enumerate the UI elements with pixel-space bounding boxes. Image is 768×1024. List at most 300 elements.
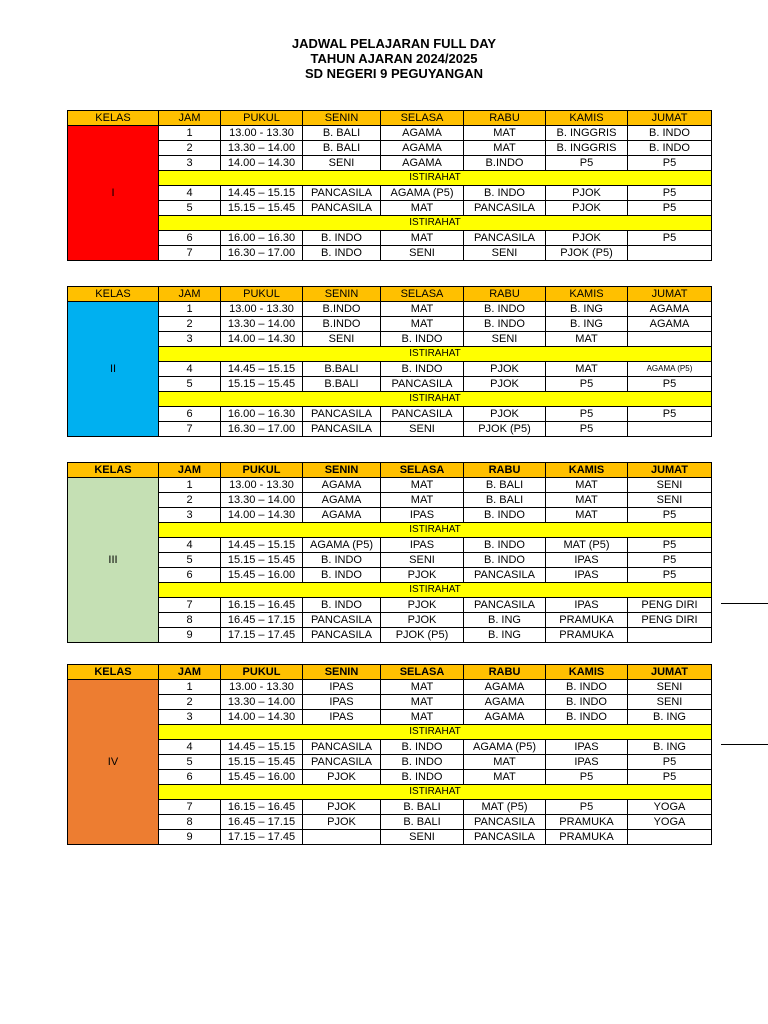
istirahat-row (68, 171, 712, 186)
rabu-cell: B. INDO (464, 317, 546, 332)
table-row (68, 422, 712, 437)
jumat-cell: B. INDO (628, 126, 712, 141)
header-rabu: RABU (464, 111, 546, 126)
senin-cell: B.BALI (303, 362, 381, 377)
senin-cell: PANCASILA (303, 422, 381, 437)
rabu-cell: B. BALI (464, 493, 546, 508)
senin-cell: IPAS (303, 695, 381, 710)
header-jam: JAM (159, 111, 221, 126)
istirahat-row (68, 523, 712, 538)
rabu-cell: PANCASILA (464, 598, 546, 613)
pukul-cell: 14.00 – 14.30 (221, 332, 303, 347)
jam-cell: 7 (159, 800, 221, 815)
selasa-cell: PANCASILA (381, 377, 464, 392)
selasa-cell: B. BALI (381, 800, 464, 815)
selasa-cell: MAT (381, 317, 464, 332)
istirahat-row (68, 725, 712, 740)
table-row (68, 613, 712, 628)
table-row (68, 231, 712, 246)
table-row (68, 815, 712, 830)
jumat-cell: SENI (628, 478, 712, 493)
istirahat-label: ISTIRAHAT (159, 392, 712, 407)
jumat-cell: AGAMA (P5) (628, 362, 712, 377)
kamis-cell: PRAMUKA (546, 830, 628, 845)
istirahat-label: ISTIRAHAT (159, 347, 712, 362)
header-selasa: SELASA (381, 287, 464, 302)
senin-cell: B. INDO (303, 568, 381, 583)
selasa-cell: AGAMA (381, 156, 464, 171)
table-row (68, 317, 712, 332)
jam-cell: 1 (159, 478, 221, 493)
jam-cell: 4 (159, 362, 221, 377)
pukul-cell: 16.15 – 16.45 (221, 598, 303, 613)
rabu-cell: SENI (464, 332, 546, 347)
jam-cell: 7 (159, 598, 221, 613)
selasa-cell: MAT (381, 201, 464, 216)
jumat-cell: P5 (628, 377, 712, 392)
table-row (68, 156, 712, 171)
header-jumat: JUMAT (628, 665, 712, 680)
pukul-cell: 16.45 – 17.15 (221, 613, 303, 628)
kelas-cell: III (68, 478, 159, 643)
kelas-cell: IV (68, 680, 159, 845)
rabu-cell: PANCASILA (464, 815, 546, 830)
rabu-cell: SENI (464, 246, 546, 261)
table-row (68, 201, 712, 216)
kamis-cell: PJOK (546, 186, 628, 201)
schedule-table-kelas-2 (67, 286, 712, 437)
jumat-cell: P5 (628, 231, 712, 246)
table-row (68, 493, 712, 508)
senin-cell: PJOK (303, 770, 381, 785)
jumat-cell: YOGA (628, 815, 712, 830)
kamis-cell: MAT (546, 362, 628, 377)
kamis-cell: IPAS (546, 740, 628, 755)
senin-cell: B. INDO (303, 231, 381, 246)
jam-cell: 3 (159, 332, 221, 347)
senin-cell: B.BALI (303, 377, 381, 392)
jam-cell: 7 (159, 246, 221, 261)
title-line-3: SD NEGERI 9 PEGUYANGAN (305, 66, 483, 81)
jam-cell: 4 (159, 740, 221, 755)
senin-cell: PANCASILA (303, 740, 381, 755)
header-senin: SENIN (303, 463, 381, 478)
istirahat-label: ISTIRAHAT (159, 523, 712, 538)
senin-cell: AGAMA (303, 478, 381, 493)
kamis-cell: B. ING (546, 302, 628, 317)
jumat-cell: P5 (628, 568, 712, 583)
header-pukul: PUKUL (221, 287, 303, 302)
jumat-cell: B. INDO (628, 141, 712, 156)
pukul-cell: 13.00 - 13.30 (221, 302, 303, 317)
header-kamis: KAMIS (546, 287, 628, 302)
header-row (68, 287, 712, 302)
table-row (68, 800, 712, 815)
schedule-table-kelas-4 (67, 664, 712, 845)
senin-cell: B. INDO (303, 553, 381, 568)
jam-cell: 9 (159, 830, 221, 845)
senin-cell: B. INDO (303, 598, 381, 613)
header-kamis: KAMIS (546, 111, 628, 126)
kamis-cell: IPAS (546, 598, 628, 613)
senin-cell: PANCASILA (303, 613, 381, 628)
istirahat-label: ISTIRAHAT (159, 171, 712, 186)
kamis-cell: P5 (546, 156, 628, 171)
table-row (68, 246, 712, 261)
rabu-cell: B. INDO (464, 553, 546, 568)
rabu-cell: PJOK (464, 362, 546, 377)
kamis-cell: P5 (546, 770, 628, 785)
selasa-cell: MAT (381, 478, 464, 493)
senin-cell: SENI (303, 332, 381, 347)
jam-cell: 2 (159, 695, 221, 710)
jumat-cell: P5 (628, 156, 712, 171)
selasa-cell: B. INDO (381, 770, 464, 785)
jam-cell: 4 (159, 538, 221, 553)
schedule-table-kelas-1 (67, 110, 712, 261)
jam-cell: 5 (159, 201, 221, 216)
pukul-cell: 16.30 – 17.00 (221, 422, 303, 437)
rabu-cell: B. INDO (464, 186, 546, 201)
table-row (68, 377, 712, 392)
selasa-cell: MAT (381, 302, 464, 317)
jam-cell: 2 (159, 317, 221, 332)
selasa-cell: AGAMA (381, 126, 464, 141)
selasa-cell: AGAMA (P5) (381, 186, 464, 201)
table-row (68, 568, 712, 583)
rabu-cell: B. BALI (464, 478, 546, 493)
header-pukul: PUKUL (221, 111, 303, 126)
table-row (68, 362, 712, 377)
selasa-cell: B. INDO (381, 332, 464, 347)
jam-cell: 2 (159, 141, 221, 156)
header-pukul: PUKUL (221, 463, 303, 478)
kamis-cell: P5 (546, 800, 628, 815)
pukul-cell: 13.30 – 14.00 (221, 493, 303, 508)
jumat-cell: AGAMA (628, 317, 712, 332)
kamis-cell: PRAMUKA (546, 613, 628, 628)
senin-cell: IPAS (303, 710, 381, 725)
header-rabu: RABU (464, 463, 546, 478)
rabu-cell: PANCASILA (464, 568, 546, 583)
rabu-cell: PANCASILA (464, 830, 546, 845)
header-senin: SENIN (303, 665, 381, 680)
senin-cell: PANCASILA (303, 755, 381, 770)
senin-cell: PANCASILA (303, 628, 381, 643)
pukul-cell: 16.45 – 17.15 (221, 815, 303, 830)
table-row (68, 508, 712, 523)
kamis-cell: MAT (546, 493, 628, 508)
istirahat-label: ISTIRAHAT (159, 583, 712, 598)
jumat-cell (628, 628, 712, 643)
header-kelas: KELAS (68, 287, 159, 302)
pukul-cell: 13.30 – 14.00 (221, 695, 303, 710)
pukul-cell: 17.15 – 17.45 (221, 628, 303, 643)
header-kelas: KELAS (68, 111, 159, 126)
jam-cell: 3 (159, 710, 221, 725)
jumat-cell: SENI (628, 680, 712, 695)
pukul-cell: 16.30 – 17.00 (221, 246, 303, 261)
kamis-cell: IPAS (546, 755, 628, 770)
senin-cell: B. BALI (303, 126, 381, 141)
jumat-cell: P5 (628, 538, 712, 553)
jumat-cell: P5 (628, 407, 712, 422)
header-rabu: RABU (464, 287, 546, 302)
pukul-cell: 13.00 - 13.30 (221, 680, 303, 695)
kamis-cell: B. INDO (546, 695, 628, 710)
kamis-cell: B. INGGRIS (546, 141, 628, 156)
pukul-cell: 16.15 – 16.45 (221, 800, 303, 815)
kamis-cell: P5 (546, 422, 628, 437)
table-row (68, 332, 712, 347)
jumat-cell: P5 (628, 201, 712, 216)
jumat-cell: SENI (628, 493, 712, 508)
selasa-cell: MAT (381, 680, 464, 695)
senin-cell: AGAMA (303, 508, 381, 523)
kelas-cell: I (68, 126, 159, 261)
rabu-cell: PJOK (464, 377, 546, 392)
jumat-cell (628, 246, 712, 261)
kamis-cell: MAT (546, 478, 628, 493)
senin-cell: PJOK (303, 815, 381, 830)
jam-cell: 6 (159, 407, 221, 422)
header-row (68, 463, 712, 478)
rabu-cell: PJOK (P5) (464, 422, 546, 437)
selasa-cell: B. BALI (381, 815, 464, 830)
rabu-cell: MAT (464, 126, 546, 141)
jumat-cell (628, 332, 712, 347)
jumat-cell: P5 (628, 755, 712, 770)
senin-cell: PANCASILA (303, 186, 381, 201)
jam-cell: 9 (159, 628, 221, 643)
table-row (68, 478, 712, 493)
rabu-cell: MAT (464, 755, 546, 770)
header-kelas: KELAS (68, 665, 159, 680)
kamis-cell: P5 (546, 407, 628, 422)
jumat-cell: YOGA (628, 800, 712, 815)
selasa-cell: IPAS (381, 508, 464, 523)
kamis-cell: B. INDO (546, 680, 628, 695)
pukul-cell: 14.00 – 14.30 (221, 710, 303, 725)
istirahat-row (68, 583, 712, 598)
schedule-table-kelas-3 (67, 462, 712, 643)
rabu-cell: AGAMA (P5) (464, 740, 546, 755)
jumat-cell (628, 830, 712, 845)
istirahat-row (68, 392, 712, 407)
pukul-cell: 14.45 – 15.15 (221, 362, 303, 377)
pukul-cell: 14.45 – 15.15 (221, 186, 303, 201)
rabu-cell: AGAMA (464, 710, 546, 725)
selasa-cell: MAT (381, 231, 464, 246)
pukul-cell: 13.00 - 13.30 (221, 478, 303, 493)
jam-cell: 7 (159, 422, 221, 437)
border-extension-line (721, 744, 768, 745)
table-row (68, 302, 712, 317)
table-row (68, 407, 712, 422)
jam-cell: 3 (159, 508, 221, 523)
istirahat-row (68, 216, 712, 231)
jumat-cell (628, 422, 712, 437)
kamis-cell: IPAS (546, 568, 628, 583)
selasa-cell: MAT (381, 695, 464, 710)
pukul-cell: 15.15 – 15.45 (221, 755, 303, 770)
rabu-cell: MAT (464, 770, 546, 785)
header-pukul: PUKUL (221, 665, 303, 680)
pukul-cell: 15.45 – 16.00 (221, 770, 303, 785)
senin-cell: B.INDO (303, 302, 381, 317)
pukul-cell: 15.15 – 15.45 (221, 201, 303, 216)
kamis-cell: PJOK (P5) (546, 246, 628, 261)
table-row (68, 755, 712, 770)
pukul-cell: 14.00 – 14.30 (221, 508, 303, 523)
pukul-cell: 16.00 – 16.30 (221, 231, 303, 246)
kamis-cell: B. ING (546, 317, 628, 332)
pukul-cell: 14.00 – 14.30 (221, 156, 303, 171)
istirahat-label: ISTIRAHAT (159, 785, 712, 800)
jam-cell: 5 (159, 377, 221, 392)
header-jumat: JUMAT (628, 111, 712, 126)
kelas-cell: II (68, 302, 159, 437)
header-row (68, 665, 712, 680)
selasa-cell: PJOK (381, 568, 464, 583)
senin-cell: AGAMA (P5) (303, 538, 381, 553)
header-jam: JAM (159, 287, 221, 302)
senin-cell: SENI (303, 156, 381, 171)
selasa-cell: SENI (381, 246, 464, 261)
rabu-cell: MAT (464, 141, 546, 156)
pukul-cell: 15.45 – 16.00 (221, 568, 303, 583)
pukul-cell: 13.00 - 13.30 (221, 126, 303, 141)
rabu-cell: AGAMA (464, 695, 546, 710)
kamis-cell: P5 (546, 377, 628, 392)
table-row (68, 710, 712, 725)
jam-cell: 8 (159, 815, 221, 830)
jumat-cell: SENI (628, 695, 712, 710)
rabu-cell: MAT (P5) (464, 800, 546, 815)
kamis-cell: PRAMUKA (546, 628, 628, 643)
selasa-cell: SENI (381, 830, 464, 845)
jam-cell: 1 (159, 302, 221, 317)
kamis-cell: IPAS (546, 553, 628, 568)
kamis-cell: B. INGGRIS (546, 126, 628, 141)
table-row (68, 695, 712, 710)
header-jam: JAM (159, 665, 221, 680)
table-row (68, 628, 712, 643)
senin-cell: PANCASILA (303, 407, 381, 422)
pukul-cell: 14.45 – 15.15 (221, 538, 303, 553)
table-row (68, 680, 712, 695)
jumat-cell: B. ING (628, 710, 712, 725)
istirahat-label: ISTIRAHAT (159, 216, 712, 231)
title-line-1: JADWAL PELAJARAN FULL DAY (291, 36, 497, 51)
jumat-cell: PENG DIRI (628, 613, 712, 628)
senin-cell: B. BALI (303, 141, 381, 156)
table-row (68, 598, 712, 613)
selasa-cell: MAT (381, 493, 464, 508)
title-line-2: TAHUN AJARAN 2024/2025 (310, 51, 478, 66)
jam-cell: 1 (159, 126, 221, 141)
jam-cell: 6 (159, 231, 221, 246)
selasa-cell: IPAS (381, 538, 464, 553)
rabu-cell: B. ING (464, 628, 546, 643)
pukul-cell: 15.15 – 15.45 (221, 377, 303, 392)
kamis-cell: MAT (P5) (546, 538, 628, 553)
senin-cell: B.INDO (303, 317, 381, 332)
jam-cell: 3 (159, 156, 221, 171)
header-jam: JAM (159, 463, 221, 478)
header-senin: SENIN (303, 111, 381, 126)
rabu-cell: B.INDO (464, 156, 546, 171)
header-row (68, 111, 712, 126)
header-kamis: KAMIS (546, 463, 628, 478)
rabu-cell: B. INDO (464, 508, 546, 523)
jam-cell: 4 (159, 186, 221, 201)
border-extension-line (721, 603, 768, 604)
table-row (68, 553, 712, 568)
jam-cell: 2 (159, 493, 221, 508)
selasa-cell: B. INDO (381, 740, 464, 755)
jumat-cell: P5 (628, 508, 712, 523)
selasa-cell: PJOK (P5) (381, 628, 464, 643)
rabu-cell: PANCASILA (464, 201, 546, 216)
kamis-cell: PJOK (546, 201, 628, 216)
header-selasa: SELASA (381, 111, 464, 126)
selasa-cell: PJOK (381, 613, 464, 628)
istirahat-label: ISTIRAHAT (159, 725, 712, 740)
jam-cell: 6 (159, 568, 221, 583)
selasa-cell: SENI (381, 422, 464, 437)
header-kelas: KELAS (68, 463, 159, 478)
senin-cell (303, 830, 381, 845)
pukul-cell: 14.45 – 15.15 (221, 740, 303, 755)
selasa-cell: AGAMA (381, 141, 464, 156)
table-row (68, 740, 712, 755)
table-row (68, 770, 712, 785)
jumat-cell: B. ING (628, 740, 712, 755)
pukul-cell: 13.30 – 14.00 (221, 141, 303, 156)
pukul-cell: 15.15 – 15.45 (221, 553, 303, 568)
selasa-cell: B. INDO (381, 755, 464, 770)
rabu-cell: B. INDO (464, 302, 546, 317)
jumat-cell: AGAMA (628, 302, 712, 317)
selasa-cell: PANCASILA (381, 407, 464, 422)
senin-cell: IPAS (303, 680, 381, 695)
table-row (68, 141, 712, 156)
kamis-cell: MAT (546, 332, 628, 347)
header-selasa: SELASA (381, 463, 464, 478)
senin-cell: AGAMA (303, 493, 381, 508)
header-selasa: SELASA (381, 665, 464, 680)
table-row (68, 538, 712, 553)
kamis-cell: B. INDO (546, 710, 628, 725)
selasa-cell: PJOK (381, 598, 464, 613)
rabu-cell: PANCASILA (464, 231, 546, 246)
jumat-cell: P5 (628, 186, 712, 201)
jam-cell: 5 (159, 553, 221, 568)
rabu-cell: AGAMA (464, 680, 546, 695)
istirahat-row (68, 785, 712, 800)
rabu-cell: B. ING (464, 613, 546, 628)
pukul-cell: 17.15 – 17.45 (221, 830, 303, 845)
rabu-cell: B. INDO (464, 538, 546, 553)
selasa-cell: B. INDO (381, 362, 464, 377)
jumat-cell: P5 (628, 553, 712, 568)
jam-cell: 5 (159, 755, 221, 770)
table-row (68, 830, 712, 845)
header-jumat: JUMAT (628, 463, 712, 478)
table-row (68, 186, 712, 201)
document-title (0, 36, 768, 81)
